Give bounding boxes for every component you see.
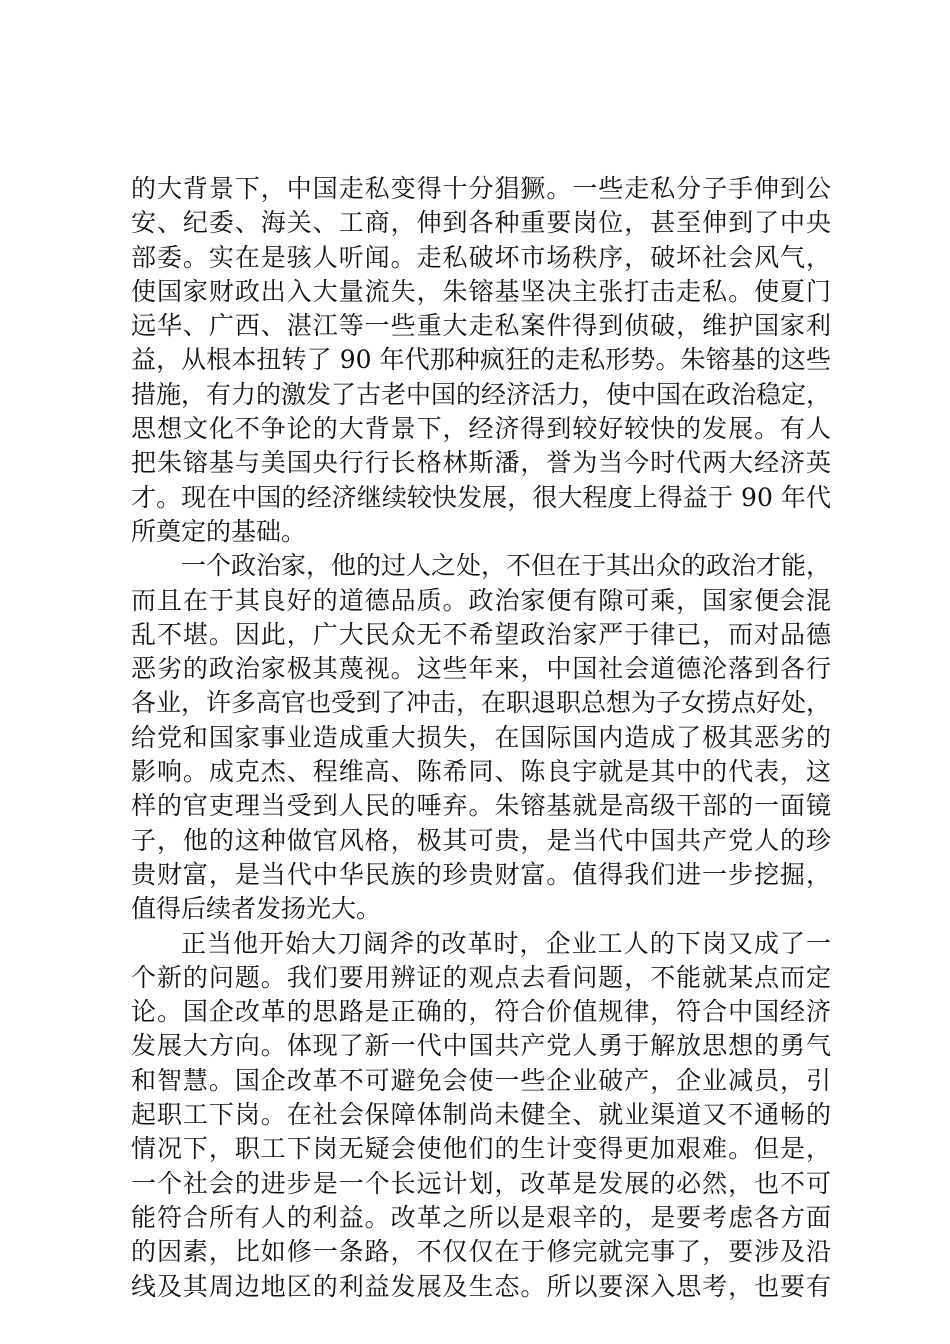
text-line: 子，他的这种做官风格，极其可贵，是当代中国共产党人的珍 [131,825,831,855]
text-line: 措施，有力的激发了古老中国的经济活力，使中国在政治稳定， [131,379,832,409]
paragraph-first-line: 正当他开始大刀阔斧的改革时，企业工人的下岗又成了一 [181,928,831,958]
text-line: 贵财富，是当代中华民族的珍贵财富。值得我们进一步挖掘， [131,859,831,889]
text-line: 线及其周边地区的利益发展及生态。所以要深入思考，也要有 [131,1271,831,1301]
text-line: 使国家财政出入大量流失，朱镕基坚决主张打击走私。使夏门 [131,276,831,306]
body-text [131,172,831,1304]
text-line: 能符合所有人的利益。改革之所以是艰辛的，是要考虑各方面 [131,1202,831,1232]
text-line: 益，从根本扭转了 90 年代那种疯狂的走私形势。朱镕基的这些 [131,345,831,375]
text-line: 安、纪委、海关、工商，伸到各种重要岗位，甚至伸到了中央 [131,208,831,238]
paragraph-end-line: 值得后续者发扬光大。 [131,894,382,924]
text-line: 的大背景下，中国走私变得十分猖獗。一些走私分子手伸到公 [131,174,831,203]
text-line: 影响。成克杰、程维高、陈希同、陈良宇就是其中的代表，这 [131,757,831,787]
text-line: 把朱镕基与美国央行行长格林斯潘，誉为当今时代两大经济英 [131,448,831,478]
text-line: 乱不堪。因此，广大民众无不希望政治家严于律已，而对品德 [131,619,831,649]
text-line: 和智慧。国企改革不可避免会使一些企业破产，企业减员，引 [131,1065,831,1095]
text-line: 恶劣的政治家极其蔑视。这些年来，中国社会道德沦落到各行 [131,654,831,684]
text-line: 样的官吏理当受到人民的唾弃。朱镕基就是高级干部的一面镜 [131,791,831,821]
text-line: 个新的问题。我们要用辨证的观点去看问题，不能就某点而定 [131,962,831,992]
text-line: 情况下，职工下岗无疑会使他们的生计变得更加艰难。但是， [131,1134,831,1164]
paragraph-end-line: 所奠定的基础。 [131,516,307,546]
text-line: 的因素，比如修一条路，不仅仅在于修完就完事了，要涉及沿 [131,1237,831,1267]
text-line: 一个社会的进步是一个长远计划，改革是发展的必然，也不可 [131,1168,831,1198]
text-line: 远华、广西、湛江等一些重大走私案件得到侦破，维护国家利 [131,311,831,341]
text-line: 思想文化不争论的大背景下，经济得到较好较快的发展。有人 [131,414,831,444]
text-line: 起职工下岗。在社会保障体制尚未健全、就业渠道又不通畅的 [131,1100,831,1130]
text-line: 而且在于其良好的道德品质。政治家便有隙可乘，国家便会混 [131,585,831,615]
text-line: 才。现在中国的经济继续较快发展，很大程度上得益于 90 年代 [131,482,831,512]
paragraph-first-line: 一个政治家，他的过人之处，不但在于其出众的政治才能， [181,551,832,581]
text-line: 部委。实在是骇人听闻。走私破坏市场秩序，破坏社会风气， [131,242,831,272]
text-line: 发展大方向。体现了新一代中国共产党人勇于解放思想的勇气 [131,1031,831,1061]
text-line: 论。国企改革的思路是正确的，符合价值规律，符合中国经济 [131,997,831,1027]
text-line: 各业，许多高官也受到了冲击，在职退职总想为子女捞点好处， [131,688,832,718]
text-line: 给党和国家事业造成重大损失，在国际国内造成了极其恶劣的 [131,722,831,752]
